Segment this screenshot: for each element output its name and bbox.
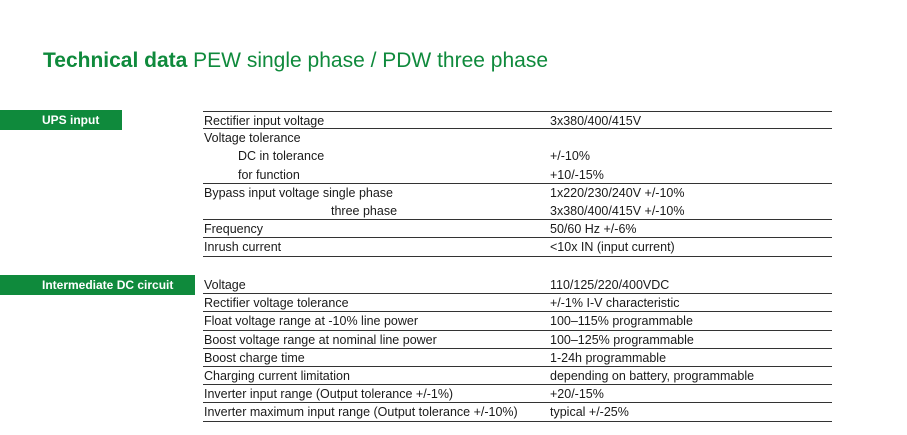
row-param: for function [238,167,300,182]
row-param: Rectifier input voltage [204,114,325,128]
row-param: Boost charge time [204,350,305,365]
ups-input-table [203,111,832,257]
row-value: 1x220/230/240V +/-10% [550,185,685,200]
table-row [203,129,832,147]
section-label-ups-input: UPS input [0,110,122,130]
section-label-intermediate-dc: Intermediate DC circuit [0,275,195,295]
row-value: typical +/-25% [550,405,629,420]
row-param: Inverter maximum input range (Output tolerance +/-10%) [204,405,518,420]
row-param: Bypass input voltage single phase [204,185,394,200]
row-param: Inverter input range (Output tolerance +/-1%) [204,387,454,402]
table-row [203,184,832,202]
row-value: <10x IN (input current) [550,240,675,255]
table-row [203,312,832,330]
table-row [203,385,832,403]
table-row [203,220,832,238]
intermediate-dc-table [203,276,832,422]
row-param: Voltage tolerance [204,131,301,146]
table-row [203,403,832,421]
row-value: +10/-15% [550,167,604,182]
row-param: Boost voltage range at nominal line power [204,332,437,347]
table-row [203,147,832,165]
table-row [203,294,832,312]
row-param: DC in tolerance [238,149,325,164]
row-value: 50/60 Hz +/-6% [550,222,637,237]
title-bold: Technical data [43,49,188,72]
row-param: Inrush current [204,240,282,255]
row-param: Charging current limitation [204,368,350,383]
row-value: depending on battery, programmable [550,368,755,383]
row-value: 3x380/400/415V [550,114,642,128]
row-param: Voltage [204,278,246,292]
row-param: Frequency [204,222,264,237]
row-value: +/-1% I-V characteristic [550,296,680,311]
row-value: +/-10% [550,149,590,164]
table-row [203,349,832,367]
table-row [203,367,832,385]
row-param: Rectifier voltage tolerance [204,296,349,311]
table-row [203,166,832,184]
table-row [203,111,832,129]
row-value: 110/125/220/400VDC [550,278,670,292]
row-param: Float voltage range at -10% line power [204,314,419,329]
row-param: three phase [331,203,398,218]
table-row [203,276,832,294]
table-row [203,331,832,349]
title-subtitle: PEW single phase / PDW three phase [193,49,549,72]
table-row [203,238,832,256]
row-value: 3x380/400/415V +/-10% [550,203,685,218]
row-value: +20/-15% [550,387,604,402]
row-value: 100–115% programmable [550,314,693,329]
page-title [43,48,548,74]
row-value: 1-24h programmable [550,350,667,365]
table-row [203,202,832,220]
row-value: 100–125% programmable [550,332,694,347]
